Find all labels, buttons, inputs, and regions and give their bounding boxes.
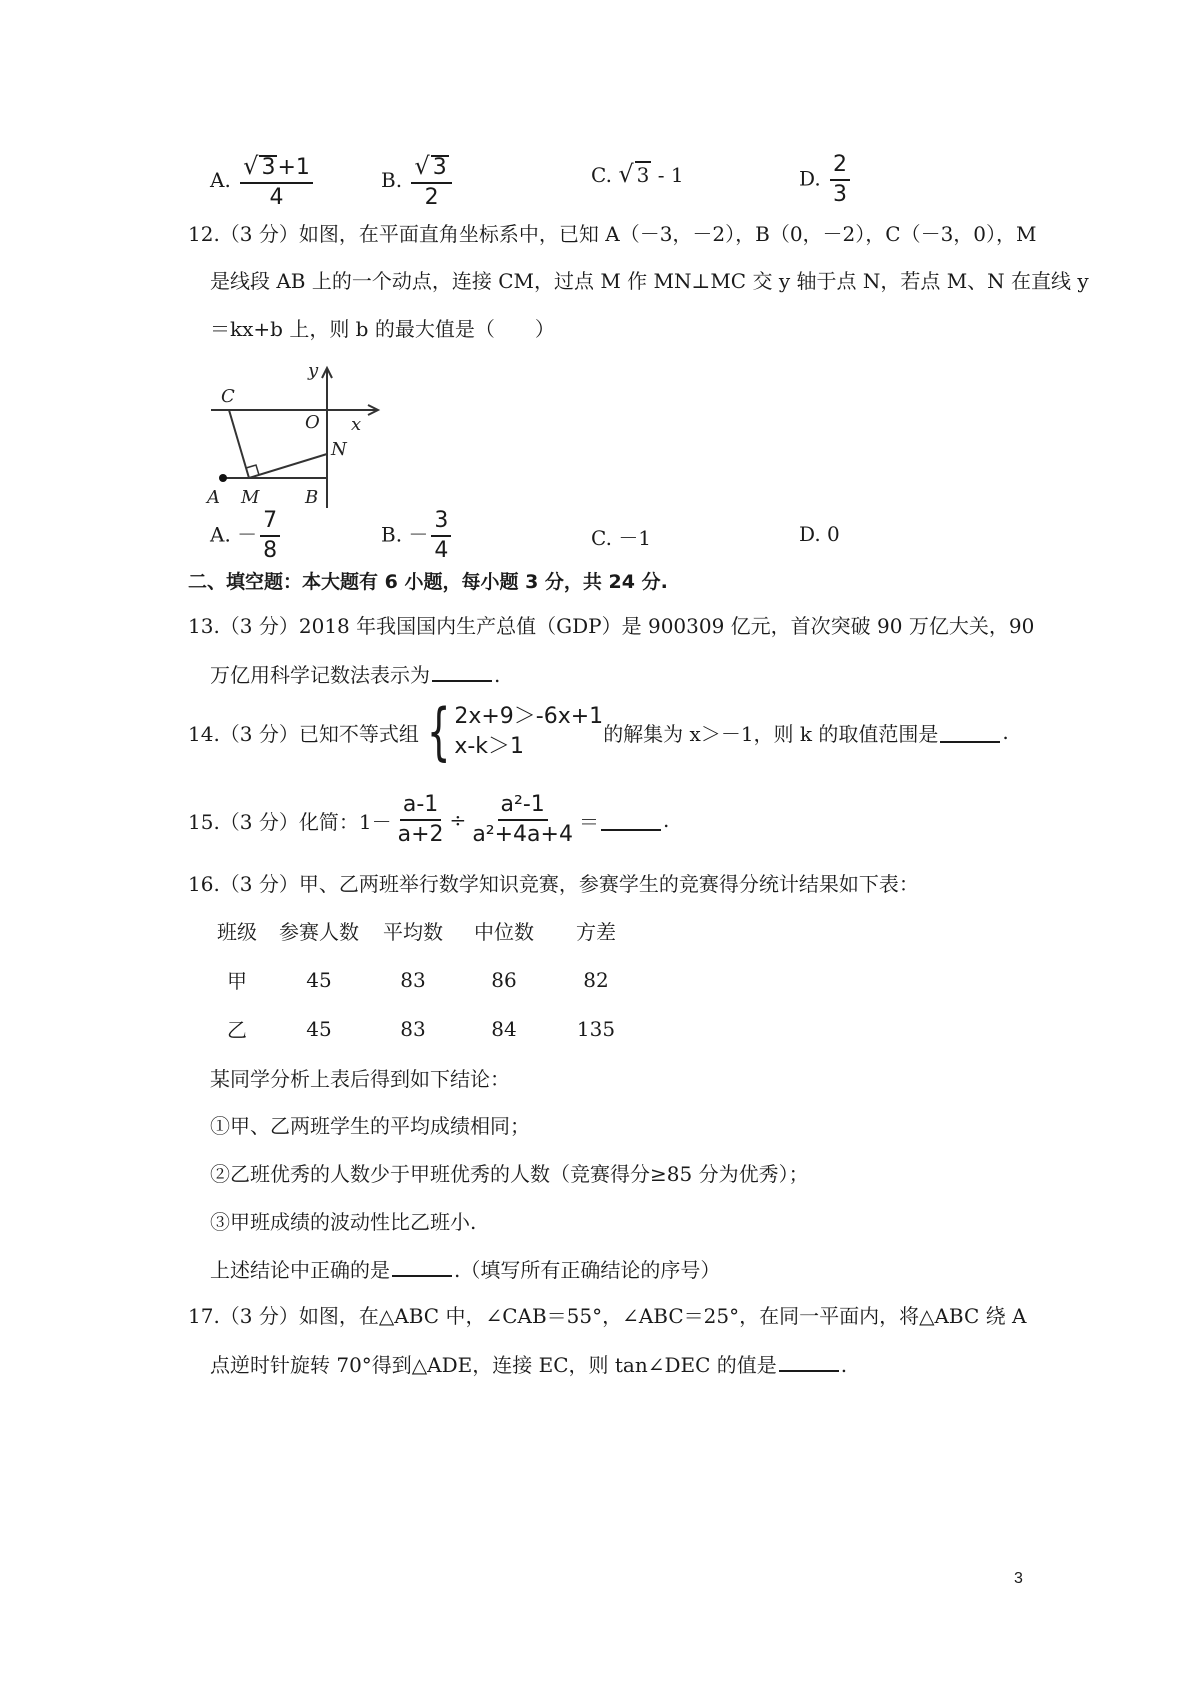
q13-line-2 bbox=[210, 660, 500, 689]
q11-option-c: C. √ 3 - 1 bbox=[591, 160, 684, 188]
fraction: $\frac{√ 3}{2}$ bbox=[411, 154, 451, 209]
option-label: B. bbox=[381, 168, 403, 192]
fraction bbox=[830, 154, 850, 206]
option-label: D. bbox=[799, 166, 821, 191]
section-heading: 二、填空题：本大题有 6 小题，每小题 3 分，共 24 分. bbox=[188, 571, 668, 593]
q14-suffix: 的解集为 x＞－1，则 k 的取值范围是 bbox=[603, 721, 939, 746]
option-value: 0 bbox=[827, 522, 840, 546]
q11-option-b bbox=[381, 154, 455, 209]
q16-analysis: 某同学分析上表后得到如下结论： bbox=[210, 1067, 510, 1091]
label-c: C bbox=[221, 386, 235, 407]
denominator: 4 bbox=[434, 538, 449, 563]
q12-option-d bbox=[799, 522, 840, 546]
q12-line-3: ＝kx+b 上，则 b 的最大值是（ ） bbox=[210, 317, 555, 341]
answer-blank[interactable] bbox=[432, 660, 492, 682]
header-cell: 参赛人数 bbox=[279, 920, 359, 944]
table-row bbox=[210, 1004, 636, 1053]
answer-blank[interactable] bbox=[779, 1350, 839, 1372]
q12-option-a bbox=[210, 510, 283, 562]
stats-table bbox=[210, 906, 636, 1053]
q17-line-1: 17.（3 分）如图，在△ABC 中，∠CAB＝55°，∠ABC＝25°，在同一平面内，将△ABC 绕 A bbox=[188, 1304, 1027, 1328]
q13-line-1: 13.（3 分）2018 年我国国内生产总值（GDP）是 900309 亿元，首次突破 90 万亿大关，90 bbox=[188, 614, 1035, 638]
q14-prefix: 14.（3 分）已知不等式组 bbox=[188, 721, 419, 746]
point-a-dot bbox=[219, 474, 227, 482]
numerator: 2 bbox=[830, 154, 850, 181]
option-value: －1 bbox=[618, 526, 652, 550]
label-y: y bbox=[308, 360, 319, 381]
label-x: x bbox=[351, 414, 362, 435]
table-cell: 乙 bbox=[227, 1018, 247, 1042]
denominator: 3 bbox=[833, 182, 848, 207]
header-cell: 方差 bbox=[576, 920, 616, 944]
header-cell: 中位数 bbox=[474, 920, 534, 944]
inequality-row-2: x-k＞1 bbox=[454, 734, 525, 759]
inequality-row-1: 2x+9＞-6x+1 bbox=[454, 704, 604, 729]
q12-figure bbox=[205, 360, 395, 515]
option-label: A. bbox=[210, 522, 231, 547]
table-cell: 135 bbox=[576, 1016, 616, 1041]
table-cell: 甲 bbox=[227, 969, 247, 993]
option-rest: - 1 bbox=[657, 163, 684, 187]
answer-blank[interactable] bbox=[601, 809, 661, 831]
q16-intro: 16.（3 分）甲、乙两班举行数学知识竞赛，参赛学生的竞赛得分统计结果如下表： bbox=[188, 872, 919, 896]
header-cell: 班级 bbox=[217, 920, 257, 944]
option-label: C. bbox=[591, 526, 612, 550]
sign: － bbox=[237, 522, 258, 547]
sign: － bbox=[408, 522, 429, 547]
q16-ask-prefix: 上述结论中正确的是 bbox=[210, 1258, 390, 1282]
q11-options bbox=[210, 146, 1010, 210]
label-b: B bbox=[305, 487, 319, 508]
numerator: 3 bbox=[431, 510, 451, 537]
fraction bbox=[431, 510, 451, 562]
denominator: 8 bbox=[263, 538, 278, 563]
option-label: B. bbox=[381, 522, 403, 547]
q17-line-2 bbox=[210, 1350, 847, 1379]
denominator: a²+4a+4 bbox=[472, 822, 573, 847]
page-number: 3 bbox=[1014, 1570, 1023, 1587]
q12-line-1: 12.（3 分）如图，在平面直角坐标系中，已知 A（－3，－2），B（0，－2），C（－3，0），M bbox=[188, 222, 1037, 246]
radicand: 3 bbox=[261, 155, 276, 180]
numerator: a-1 bbox=[400, 794, 441, 821]
table-cell: 86 bbox=[491, 967, 517, 992]
q16-ask bbox=[210, 1255, 720, 1284]
table-cell: 82 bbox=[583, 967, 609, 992]
q14-end: . bbox=[1002, 720, 1009, 744]
numerator: 7 bbox=[260, 510, 280, 537]
table-cell: 45 bbox=[306, 967, 332, 992]
numerator-rest: +1 bbox=[277, 155, 310, 180]
fraction-1 bbox=[395, 794, 447, 846]
fraction: $\frac{√ 3+1}{4}$ bbox=[240, 154, 313, 209]
q13-end: . bbox=[494, 663, 501, 687]
table-cell: 83 bbox=[400, 967, 426, 992]
equals-sign: ＝ bbox=[578, 809, 599, 834]
q16-conclusion-1: ①甲、乙两班学生的平均成绩相同； bbox=[210, 1114, 530, 1138]
label-o: O bbox=[305, 412, 320, 433]
fraction bbox=[260, 510, 280, 562]
header-cell: 平均数 bbox=[383, 920, 443, 944]
q15 bbox=[188, 785, 669, 855]
denominator: 4 bbox=[269, 185, 284, 210]
table-cell: 83 bbox=[400, 1016, 426, 1041]
q16-conclusion-3: ③甲班成绩的波动性比乙班小. bbox=[210, 1210, 477, 1234]
q16-ask-suffix: .（填写所有正确结论的序号） bbox=[454, 1258, 721, 1282]
q14 bbox=[188, 697, 1009, 767]
divide-sign: ÷ bbox=[449, 808, 467, 832]
label-n: N bbox=[331, 439, 347, 460]
label-m: M bbox=[241, 487, 260, 508]
denominator: a+2 bbox=[397, 822, 444, 847]
option-label: C. bbox=[591, 163, 612, 187]
q12-option-b bbox=[381, 510, 454, 562]
denominator: 2 bbox=[424, 185, 439, 210]
table-row bbox=[210, 955, 636, 1004]
radicand: 3 bbox=[636, 163, 650, 187]
inequality-system bbox=[419, 695, 604, 768]
q16-conclusion-2: ②乙班优秀的人数少于甲班优秀的人数（竞赛得分≥85 分为优秀）； bbox=[210, 1162, 809, 1186]
option-label: A. bbox=[210, 168, 231, 192]
q11-option-a bbox=[210, 154, 316, 209]
q12-option-c bbox=[591, 522, 651, 551]
radicand: 3 bbox=[432, 155, 447, 180]
table-cell: 84 bbox=[491, 1016, 517, 1041]
table-cell: 45 bbox=[306, 1016, 332, 1041]
option-label: D. bbox=[799, 522, 821, 546]
q15-end: . bbox=[662, 808, 670, 832]
segment-mn bbox=[249, 454, 327, 478]
q15-prefix: 15.（3 分）化简：1－ bbox=[188, 809, 392, 834]
q17-end: . bbox=[840, 1353, 848, 1377]
q13-text: 万亿用科学记数法表示为 bbox=[210, 663, 430, 687]
fraction-2 bbox=[469, 794, 576, 846]
q12-options bbox=[210, 510, 1010, 570]
brace-icon: { bbox=[426, 695, 451, 768]
q17-text: 点逆时针旋转 70°得到△ADE，连接 EC，则 tan∠DEC 的值是 bbox=[210, 1353, 777, 1377]
answer-blank[interactable] bbox=[392, 1255, 452, 1277]
label-a: A bbox=[207, 487, 220, 508]
table-header-row bbox=[210, 906, 636, 955]
numerator: a²-1 bbox=[498, 794, 548, 821]
q11-option-d bbox=[799, 154, 853, 206]
answer-blank[interactable] bbox=[940, 721, 1000, 743]
q12-line-2: 是线段 AB 上的一个动点，连接 CM，过点 M 作 MN⊥MC 交 y 轴于点 N，若点 M、N 在直线 y bbox=[210, 269, 1089, 293]
